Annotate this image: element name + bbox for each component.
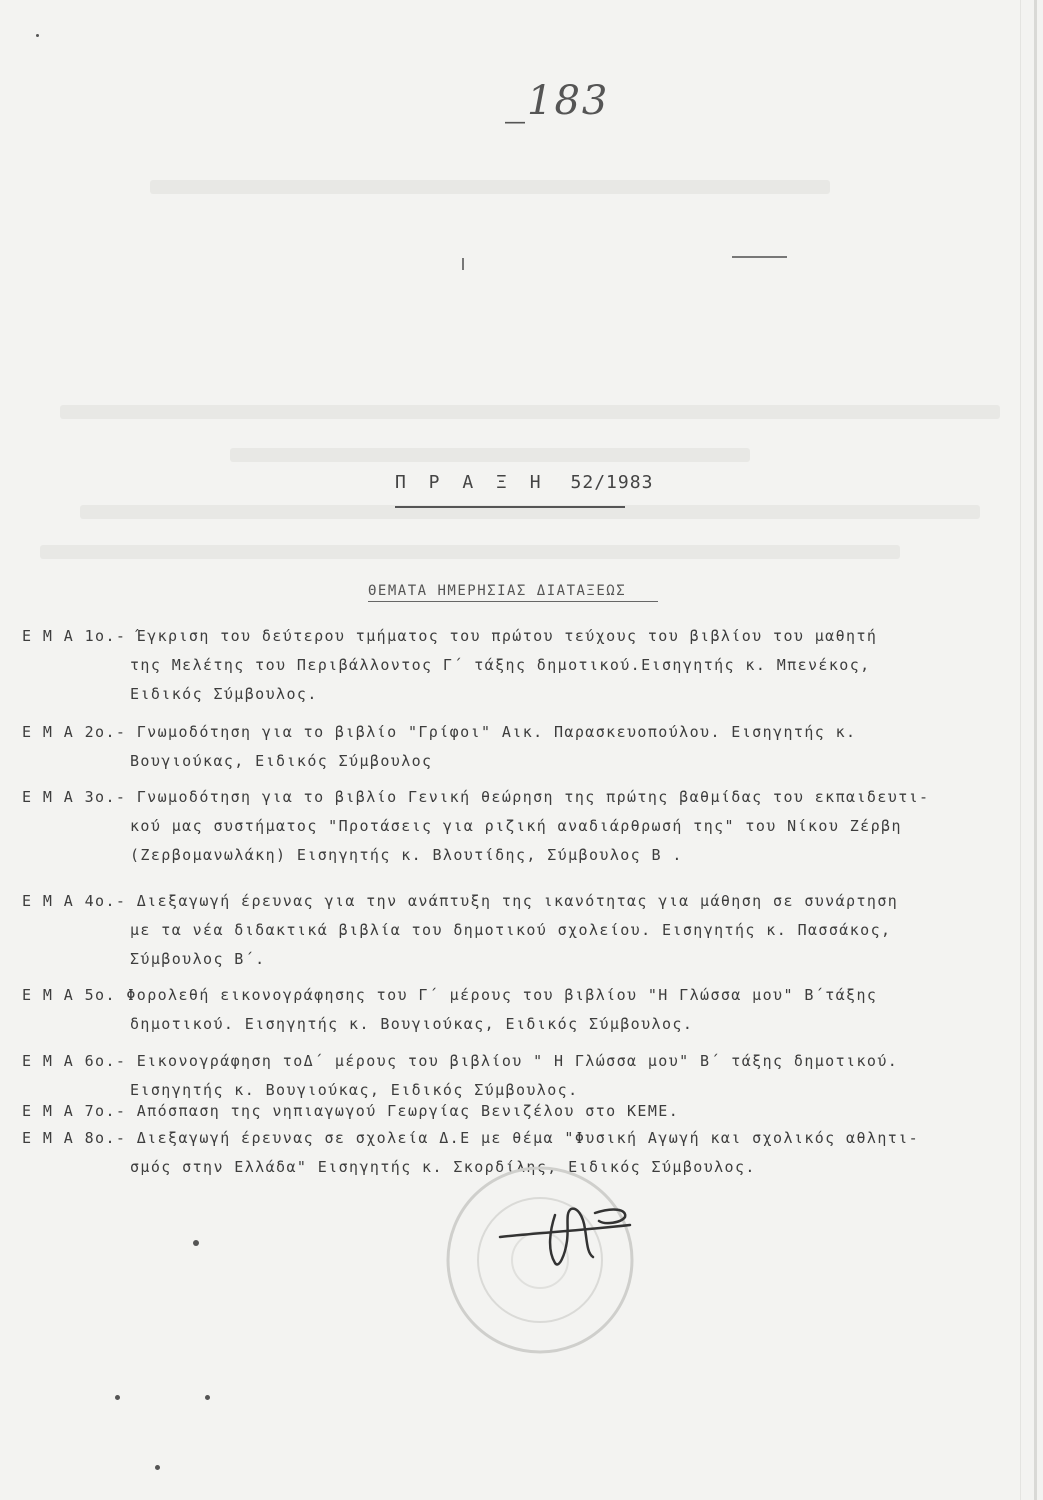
- item-text-line: Σύμβουλος Β΄.: [130, 950, 266, 968]
- item-text-line: σμός στην Ελλάδα" Εισηγητής κ. Σκορδίλης, Ειδικός Σύμβουλος.: [130, 1158, 756, 1176]
- item-text-line: Έγκριση του δεύτερου τμήματος του πρώτου τεύχους του βιβλίου του μαθητή: [136, 627, 878, 645]
- show-through-line: [40, 545, 900, 559]
- item-text-line: Ειδικός Σύμβουλος.: [130, 685, 318, 703]
- show-through-line: [230, 448, 750, 462]
- item-text-line: της Μελέτης του Περιβάλλοντος Γ΄ τάξης δημοτικού.Εισηγητής κ. Μπενέκος,: [130, 656, 871, 674]
- document-title: [395, 472, 653, 493]
- agenda-item: [22, 887, 1017, 974]
- agenda-item: [22, 718, 1017, 776]
- agenda-heading: ΘΕΜΑΤΑ ΗΜΕΡΗΣΙΑΣ ΔΙΑΤΑΞΕΩΣ: [368, 583, 627, 599]
- agenda-heading-underline: [368, 601, 658, 602]
- item-text-line: δημοτικού. Εισηγητής κ. Βουγιούκας, Ειδικός Σύμβουλος.: [130, 1015, 694, 1033]
- item-text-line: Εικονογράφηση τοΔ΄ μέρους του βιβλίου " Η Γλώσσα μου" Β΄ τάξης δημοτικού.: [136, 1052, 899, 1070]
- handwritten-page-number: _183: [505, 78, 610, 124]
- pen-mark: [732, 256, 787, 258]
- item-label: Ε Μ Α 5ο.: [22, 986, 116, 1004]
- speck: [205, 1395, 210, 1400]
- item-label: Ε Μ Α 3ο.-: [22, 788, 127, 806]
- item-label: Ε Μ Α 4ο.-: [22, 892, 127, 910]
- show-through-line: [60, 405, 1000, 419]
- title-underline: [395, 506, 625, 508]
- item-label: Ε Μ Α 8ο.-: [22, 1129, 127, 1147]
- page-edge-line: [1020, 0, 1021, 1500]
- item-text-line: κού μας συστήματος "Προτάσεις για ριζική αναδιάρθρωσή της" του Νίκου Ζέρβη: [130, 817, 902, 835]
- pen-mark: [462, 258, 464, 270]
- item-text-line: Γνωμοδότηση για το βιβλίο Γενική θεώρηση της πρώτης βαθμίδας του εκπαιδευτι-: [136, 788, 930, 806]
- title-text: Π Ρ Α Ξ Η: [395, 472, 547, 493]
- item-text-line: (Ζερβομανωλάκη) Εισηγητής κ. Βλουτίδης, Σύμβουλος Β .: [130, 846, 683, 864]
- show-through-line: [150, 180, 830, 194]
- item-text-line: Εισηγητής κ. Βουγιούκας, Ειδικός Σύμβουλος.: [130, 1081, 579, 1099]
- speck: [155, 1465, 160, 1470]
- speck: [115, 1395, 120, 1400]
- item-text-line: Γνωμοδότηση για το βιβλίο "Γρίφοι" Αικ. Παρασκευοπούλου. Εισηγητής κ.: [136, 723, 857, 741]
- item-label: Ε Μ Α 7ο.-: [22, 1102, 127, 1120]
- signature: [495, 1195, 645, 1275]
- title-number: 52/1983: [570, 472, 654, 493]
- item-label: Ε Μ Α 1ο.-: [22, 627, 127, 645]
- item-text-line: με τα νέα διδακτικά βιβλία του δημοτικού σχολείου. Εισηγητής κ. Πασσάκος,: [130, 921, 892, 939]
- page-edge: [1034, 0, 1037, 1500]
- item-label: Ε Μ Α 2ο.-: [22, 723, 127, 741]
- item-text-line: Απόσπαση της νηπιαγωγού Γεωργίας Βενιζέλου στο ΚΕΜΕ.: [136, 1102, 680, 1120]
- item-text-line: Διεξαγωγή έρευνας για την ανάπτυξη της ικανότητας για μάθηση σε συνάρτηση: [136, 892, 899, 910]
- item-text-line: Διεξαγωγή έρευνας σε σχολεία Δ.Ε με θέμα "Φυσική Αγωγή και σχολικός αθλητι-: [136, 1129, 920, 1147]
- item-label: Ε Μ Α 6ο.-: [22, 1052, 127, 1070]
- item-text-line: Βουγιούκας, Ειδικός Σύμβουλος: [130, 752, 433, 770]
- speck: [36, 34, 39, 37]
- agenda-item: [22, 981, 1017, 1039]
- agenda-item: [22, 783, 1017, 870]
- agenda-item: [22, 622, 1017, 709]
- speck: [193, 1240, 199, 1246]
- agenda-item: [22, 1097, 1017, 1126]
- item-text-line: Φορολεθή εικονογράφησης του Γ΄ μέρους του βιβλίου "Η Γλώσσα μου" Β΄τάξης: [126, 986, 878, 1004]
